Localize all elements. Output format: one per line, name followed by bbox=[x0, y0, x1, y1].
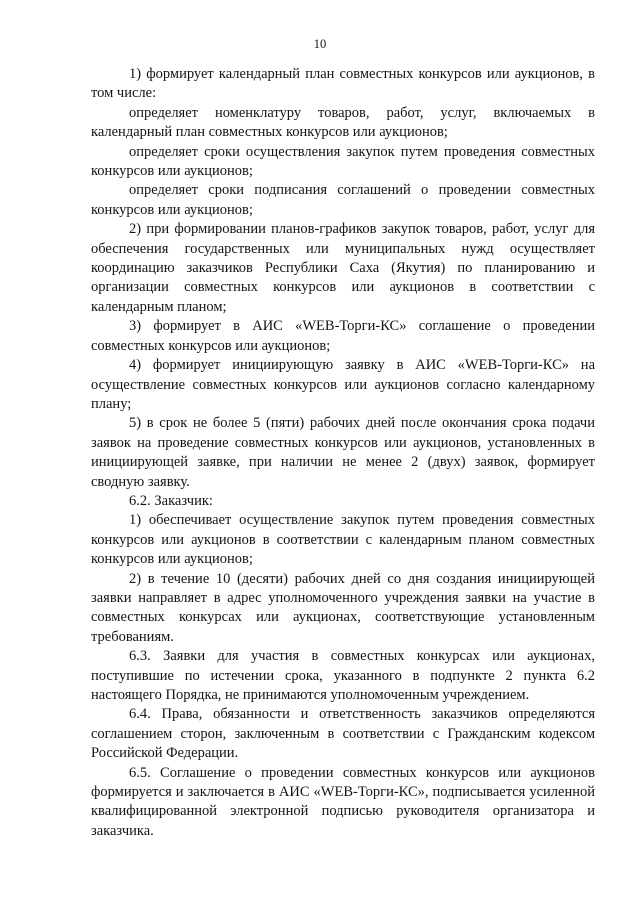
page-number: 10 bbox=[313, 37, 327, 51]
paragraph: 3) формирует в АИС «WEB-Торги-КС» соглашение о проведении совместных конкурсов или аукционов; bbox=[91, 318, 595, 354]
section-heading: 6.2. Заказчик: bbox=[129, 492, 213, 509]
paragraph: определяет сроки осуществления закупок путем проведения совместных конкурсов или аукционов; bbox=[91, 143, 595, 180]
paragraph: 6.3. Заявки для участия в совместных конкурсах или аукционах, поступившие по истечении срока, указанного в подпункте 2 пункта 6.2 настоящего Порядка, не принимаются уполномоченным учреждением. bbox=[91, 648, 595, 703]
paragraph: 1) обеспечивает осуществление закупок путем проведения совместных конкурсов или аукционов в соответствии с календарным планом совместных конкурсов или аукционов; bbox=[91, 512, 595, 568]
paragraph: 5) в срок не более 5 (пяти) рабочих дней после окончания срока подачи заявок на проведение совместных конкурсов или аукционов, установленных в инициирующей заявке, при наличии не менее 2 (двух) заявок, формирует сводную заявку. bbox=[91, 415, 595, 490]
paragraph: определяет номенклатуру товаров, работ, услуг, включаемых в календарный план совместных конкурсов или аукционов; bbox=[91, 104, 595, 141]
paragraph: 6.4. Права, обязанности и ответственность заказчиков определяются соглашением сторон, заключенным в соответствии с Гражданским кодексом Российской Федерации. bbox=[91, 706, 595, 762]
paragraph: определяет сроки подписания соглашений о проведении совместных конкурсов или аукционов; bbox=[91, 182, 595, 218]
paragraph: 1) формирует календарный план совместных конкурсов или аукционов, в том числе: bbox=[91, 66, 595, 102]
paragraph: 6.5. Соглашение о проведении совместных конкурсов или аукционов формируется и заключается в АИС «WEB-Торги-КС», подписывается усиленной квалифицированной электронной подписью руководителя организатора и заказчика. bbox=[91, 764, 595, 839]
paragraph: 2) при формировании планов-графиков закупок товаров, работ, услуг для обеспечения государственных или муниципальных нужд осуществляет координацию заказчиков Республики Саха (Якутия) по планированию и организации совместных конкурсов или аукционов в соответствии с календарным планом; bbox=[91, 221, 595, 315]
document-body bbox=[91, 65, 595, 841]
paragraph: 4) формирует инициирующую заявку в АИС «WEB-Торги-КС» на осуществление совместных конкурсов или аукционов согласно календарному плану; bbox=[91, 357, 595, 412]
paragraph: 2) в течение 10 (десяти) рабочих дней со дня создания инициирующей заявки направляет в адрес уполномоченного учреждения заявки на участие в совместных конкурсах или аукционах, соответствующие установленным требованиям. bbox=[91, 570, 595, 645]
